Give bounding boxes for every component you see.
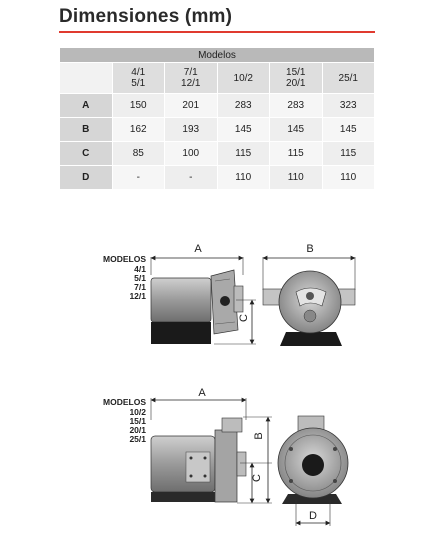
table-cell: 323 <box>322 94 375 118</box>
pump-head <box>215 430 237 502</box>
table-cell: 115 <box>217 142 270 166</box>
table-cell: 193 <box>165 118 218 142</box>
column-header-line: 15/1 <box>286 67 306 78</box>
table-cell: 145 <box>270 118 323 142</box>
column-header-line: 5/1 <box>131 78 146 89</box>
models-heading: MODELOS <box>103 397 146 407</box>
table-cell: - <box>112 166 165 190</box>
model-label: 10/2 <box>129 407 146 417</box>
model-label: 5/1 <box>134 273 146 283</box>
table-cell: 110 <box>217 166 270 190</box>
dimension-label-a: A <box>198 387 206 399</box>
pump-base <box>280 332 342 346</box>
casing-bolt <box>289 447 293 451</box>
inlet-port <box>237 452 246 476</box>
casing-bolt <box>333 479 337 483</box>
row-label: C <box>60 142 113 166</box>
dimension-label-d: D <box>309 510 317 522</box>
model-label: 25/1 <box>129 434 146 444</box>
screw <box>190 475 193 478</box>
row-label: A <box>60 94 113 118</box>
bottom-pump-front-view <box>278 416 348 526</box>
column-header-line: 4/1 <box>131 67 146 78</box>
impeller-hub <box>304 310 316 322</box>
model-label: 12/1 <box>129 291 146 301</box>
casing-bolt <box>333 447 337 451</box>
model-label: 20/1 <box>129 425 146 435</box>
outlet-port <box>222 418 242 432</box>
casing-bolt <box>289 479 293 483</box>
table-cell: 85 <box>112 142 165 166</box>
table-cell: 115 <box>322 142 375 166</box>
dimension-label-c: C <box>238 314 250 322</box>
model-label: 15/1 <box>129 416 146 426</box>
table-cell: 115 <box>270 142 323 166</box>
port-opening <box>220 296 230 306</box>
table-cell: 150 <box>112 94 165 118</box>
screw <box>204 475 207 478</box>
table-cell: 162 <box>112 118 165 142</box>
model-label: 7/1 <box>134 282 146 292</box>
dimension-label-c: C <box>251 474 263 482</box>
top-pump-front-view <box>263 243 355 346</box>
column-header-line: 12/1 <box>181 78 201 89</box>
cover-bolt <box>306 292 314 300</box>
inlet-opening <box>302 454 324 476</box>
outlet-port <box>234 286 243 312</box>
screw <box>204 457 207 460</box>
dimension-label-b: B <box>253 432 265 440</box>
models-heading: MODELOS <box>103 254 146 264</box>
page-title: Dimensiones (mm) <box>59 6 233 27</box>
column-header-line: 7/1 <box>183 67 198 78</box>
row-label: B <box>60 118 113 142</box>
table-cell: 145 <box>217 118 270 142</box>
table-cell: 110 <box>322 166 375 190</box>
table-cell: 110 <box>270 166 323 190</box>
top-pump-side-view <box>103 243 256 344</box>
dimension-label-b: B <box>306 243 314 255</box>
column-header-line: 20/1 <box>286 78 306 89</box>
column-header-line: 25/1 <box>338 72 358 84</box>
table-cell: 100 <box>165 142 218 166</box>
column-header-line: 10/2 <box>233 72 253 84</box>
screw <box>190 457 193 460</box>
row-label: D <box>60 166 113 190</box>
model-label: 4/1 <box>134 264 146 274</box>
table-cell: 201 <box>165 94 218 118</box>
table-cell: - <box>165 166 218 190</box>
bottom-pump-side-view <box>103 387 272 503</box>
motor-housing <box>151 278 211 322</box>
table-cell: 283 <box>270 94 323 118</box>
motor-base <box>151 492 215 502</box>
terminal-box <box>186 452 210 482</box>
motor-base <box>151 322 211 344</box>
table-cell: 145 <box>322 118 375 142</box>
dimension-label-a: A <box>194 243 202 255</box>
table-cell: 283 <box>217 94 270 118</box>
table-band-label: Modelos <box>60 48 375 63</box>
